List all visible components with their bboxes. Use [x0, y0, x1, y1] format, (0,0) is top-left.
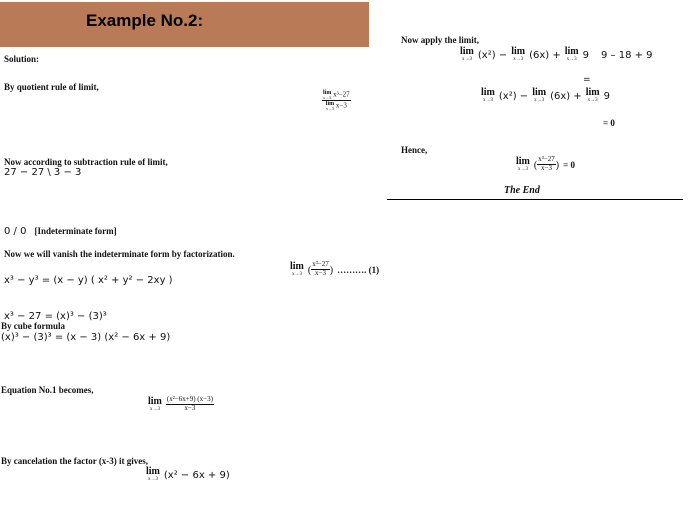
cube-identity: x³ − y³ = (x − y) ( x² + y² − 2xy ) [4, 275, 173, 286]
quotient-fraction: lim x→3 x³−27 lim x→3 x−3 [323, 90, 350, 111]
limit-line-2: lim x→3 (x²) − lim x→3 (6x) + lim x→3 9 [481, 86, 610, 103]
equation-1: lim x→3 ( $\frac{\text{x³−27}}{x-3}$ ) ………. (1) [290, 260, 380, 277]
eq1-fraction: $\frac{\text{x³−27}}{x-3}$ [312, 260, 329, 277]
subtraction-expression: 27 − 27 \ 3 − 3 [4, 167, 82, 178]
indeterminate-label: [Indeterminate form] [34, 226, 117, 236]
indeterminate-line [4, 221, 117, 239]
title-banner [0, 2, 369, 47]
page-title: Example No.2: [86, 11, 204, 30]
hence-text: Hence, [401, 145, 428, 155]
eq1-limit: lim x→3 [290, 260, 304, 277]
hence-result: = 0 [563, 160, 576, 170]
solution-label: Solution: [4, 54, 40, 64]
cube-difference: x³ − 27 = (x)³ − (3)³ [4, 311, 107, 322]
quotient-expression [322, 90, 351, 111]
cancelation-expression: lim x→3 (x² − 6x + 9) [146, 465, 230, 482]
equals-zero: = 0 [603, 118, 615, 128]
the-end-text: The End [504, 185, 540, 196]
apply-limit-text: Now apply the limit, [401, 35, 480, 45]
cube-formula-expression: (x)³ − (3)³ = (x − 3) (x² − 6x + 9) [1, 332, 171, 343]
cancelation-limit: lim x→3 [146, 465, 160, 482]
quotient-rule-text: By quotient rule of limit, [4, 82, 99, 92]
limit-line-1-result: 9 – 18 + 9 [600, 50, 653, 61]
divider-line [387, 199, 683, 200]
eq1-becomes-fraction: $\frac{\text{(x²−6x+9) (x−3)}}{x-3}$ [166, 395, 213, 412]
cancelation-text: By cancelation the factor (x-3) it gives, [1, 456, 149, 466]
eq1-becomes-text: Equation No.1 becomes, [1, 385, 94, 395]
hence-expression: lim x→3 ( $\frac{\text{x³−27}}{x-3}$ ) = 0 [516, 155, 576, 172]
vanish-text: Now we will vanish the indeterminate form by factorization. [4, 249, 235, 259]
subtraction-rule-text: Now according to subtraction rule of limit, [4, 157, 168, 167]
numerator-limit: lim x→3 [323, 90, 332, 100]
cube-formula-label: By cube formula [1, 321, 65, 331]
eq1-becomes-limit: lim x→3 [148, 395, 162, 412]
denominator-limit: lim x→3 [325, 101, 335, 111]
eq1-tag: ………. (1) [337, 265, 380, 275]
equals-sign: = [583, 75, 591, 85]
eq1-becomes-expression [148, 395, 214, 413]
limit-line-1: lim x→3 (x²) − lim x→3 (6x) + lim x→3 9 9 – 18 + 9 [460, 45, 653, 62]
indeterminate-value: 0 / 0 [4, 226, 27, 237]
